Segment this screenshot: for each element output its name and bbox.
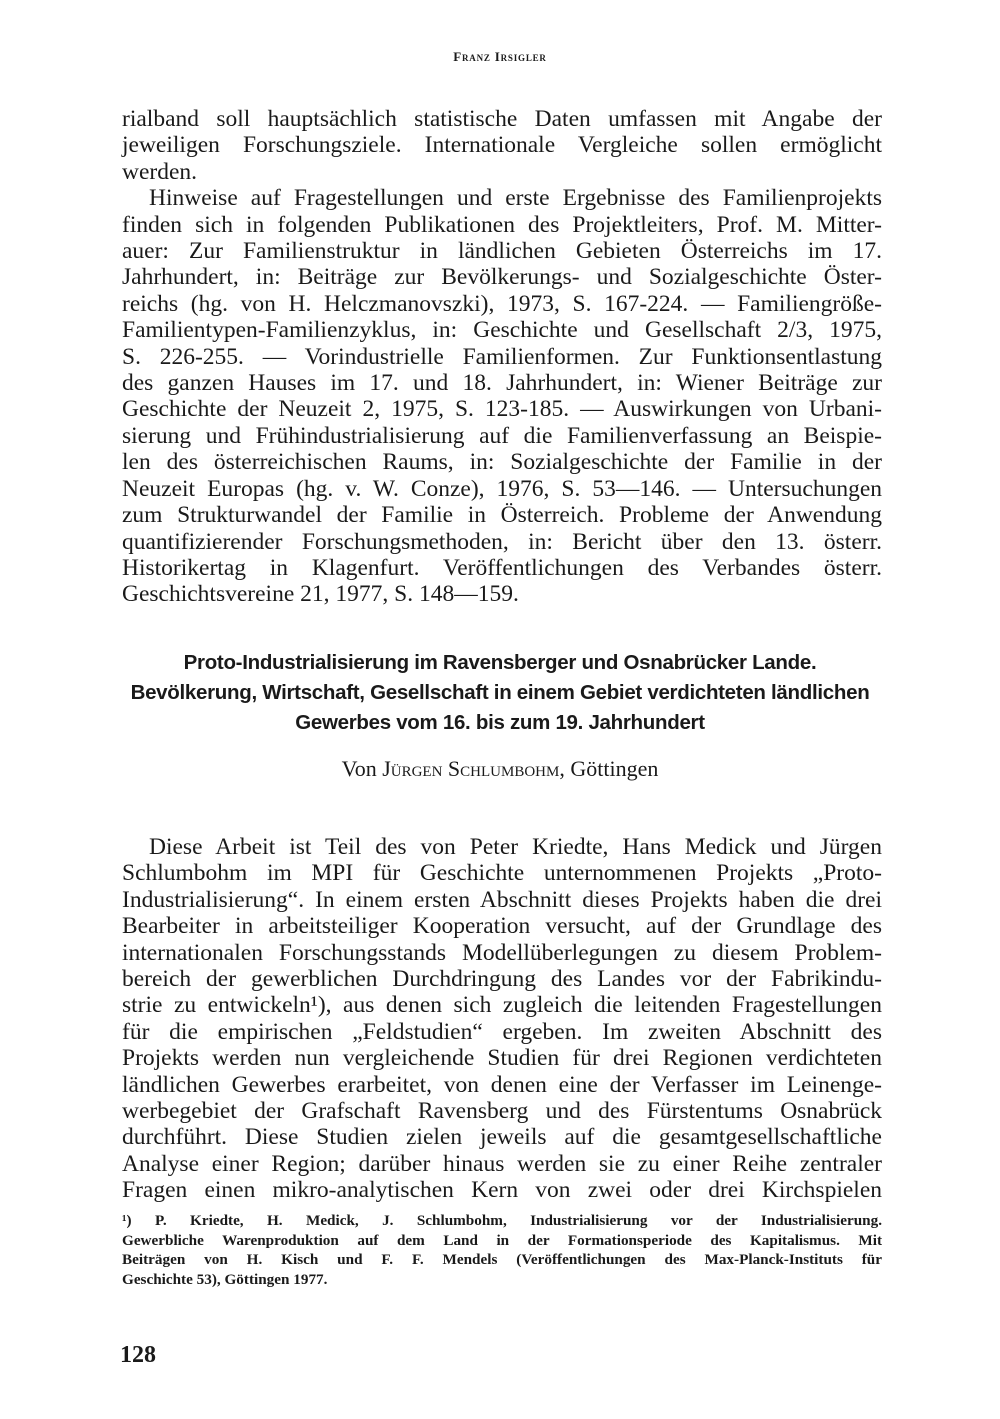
heading-line: Proto-Industrialisierung im Ravensberger und Osnabrücker Lande. [183,651,817,674]
text-line: werbegebiet der Grafschaft Ravensberg und des Fürstentums Osnabrück [122,1098,882,1125]
text-line: auer: Zur Familienstruktur in ländlichen Gebieten Österreichs im 17. [122,238,882,265]
article-heading [0,648,1000,738]
footnote-line: ¹) P. Kriedte, H. Medick, J. Schlumbohm, Industrialisierung vor der Industrialisierung. [122,1212,882,1229]
text-line: quantifizierender Forschungsmethoden, in: Bericht über den 13. österr. [122,528,882,555]
heading-line: Bevölkerung, Wirtschaft, Gesellschaft in einem Gebiet verdichteten ländlichen [130,681,870,704]
text-line: Projekts werden nun vergleichende Studien für drei Regionen verdichteten [122,1045,882,1072]
text-line: Schlumbohm im MPI für Geschichte unternommenen Projekts „Proto- [122,860,882,887]
text-line: durchführt. Diese Studien zielen jeweils auf die gesamtgesellschaftliche [122,1124,882,1151]
text-line: für die empirischen „Feldstudien“ ergeben. Im zweiten Abschnitt des [122,1018,882,1045]
text-line: reichs (hg. von H. Helczmanovszki), 1973, S. 167-224. — Familiengröße- [122,290,882,317]
text-line: Neuzeit Europas (hg. v. W. Conze), 1976, S. 53—146. — Untersuchungen [122,475,882,502]
text-line: len des österreichischen Raums, in: Sozialgeschichte der Familie in der [122,449,882,476]
footnote-line: Beiträgen von H. Kisch und F. F. Mendels (Veröffentlichungen des Max-Planck-Instituts für [122,1251,882,1268]
text-line: Jahrhundert, in: Beiträge zur Bevölkerungs- und Sozialgeschichte Öster- [122,264,882,291]
text-line: werden. [122,158,198,185]
text-line: finden sich in folgenden Publikationen des Projektleiters, Prof. M. Mitter- [122,211,882,238]
author-byline [0,756,1000,782]
text-line: zum Strukturwandel der Familie in Österreich. Probleme der Anwendung [122,502,882,529]
text-line: rialband soll hauptsächlich statistische Daten umfassen mit Angabe der [122,106,882,132]
byline-prefix: Von [341,756,383,781]
body-text-block [122,834,882,1204]
text-line: Diese Arbeit ist Teil des von Peter Kriedte, Hans Medick und Jürgen [149,834,882,860]
text-line: S. 226-255. — Vorindustrielle Familienformen. Zur Funktionsentlastung [122,343,882,370]
text-line: Hinweise auf Fragestellungen und erste Ergebnisse des Familienprojekts [149,185,882,212]
text-line: jeweiligen Forschungsziele. Internationale Vergleiche sollen ermöglicht [122,132,882,159]
text-line: ländlichen Gewerbes erarbeitet, von denen eine der Verfasser im Leinenge- [122,1071,882,1098]
page-number: 128 [120,1342,156,1368]
footnote [122,1211,882,1289]
text-line: Familientypen-Familienzyklus, in: Geschichte und Gesellschaft 2/3, 1975, [122,317,882,344]
text-line: Industrialisierung“. In einem ersten Abschnitt dieses Projekts haben die drei [122,886,882,913]
text-line: internationalen Forschungsstands Modellüberlegungen zu diesem Problem- [122,939,882,966]
text-line: Bearbeiter in arbeitsteiliger Kooperation versucht, auf der Grundlage des [122,913,882,940]
text-line: Historikertag in Klagenfurt. Veröffentlichungen des Verbandes österr. [122,554,882,581]
author-name: Jürgen Schlumbohm [382,756,560,781]
text-line: bereich der gewerblichen Durchdringung des Landes vor der Fabrikindu- [122,966,882,993]
body-text-block [122,106,882,608]
footnote-line: Geschichte 53), Göttingen 1977. [122,1270,328,1288]
byline-affiliation: , Göttingen [559,756,659,781]
footnote-line: Gewerbliche Warenproduktion auf dem Land in der Formationsperiode des Kapitalismus. Mit [122,1231,882,1249]
text-line: Fragen einen mikro-analytischen Kern von zwei oder drei Kirchspielen [122,1177,882,1204]
text-line: des ganzen Hauses im 17. und 18. Jahrhundert, in: Wiener Beiträge zur [122,370,882,397]
text-line: Geschichtsvereine 21, 1977, S. 148—159. [122,581,519,608]
text-line: sierung und Frühindustrialisierung auf die Familienverfassung an Beispie- [122,422,882,449]
text-line: Geschichte der Neuzeit 2, 1975, S. 123-185. — Auswirkungen von Urbani- [122,396,882,423]
text-line: strie zu entwickeln¹), aus denen sich zugleich die leitenden Fragestellungen [122,992,882,1019]
text-line: Analyse einer Region; darüber hinaus werden sie zu einer Reihe zentraler [122,1150,882,1177]
running-head: Franz Irsigler [453,49,547,64]
heading-line: Gewerbes vom 16. bis zum 19. Jahrhundert [295,711,705,734]
